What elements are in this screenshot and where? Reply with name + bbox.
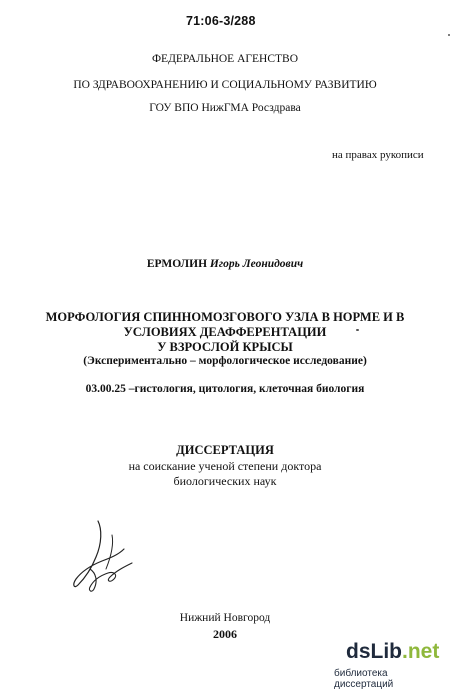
scan-speck (356, 329, 359, 331)
specialty-code: 03.00.25 –гистология, цитология, клеточная биология (85, 383, 365, 395)
year: 2006 (213, 627, 237, 641)
author-surname: ЕРМОЛИН (146, 258, 208, 270)
handwritten-signature (68, 515, 140, 597)
thesis-title-line-1: МОРФОЛОГИЯ СПИННОМОЗГОВОГО УЗЛА В НОРМЕ И В (45, 310, 405, 324)
agency-name-line-1: ФЕДЕРАЛЬНОЕ АГЕНСТВО (151, 53, 299, 65)
archive-stamp-number: 71:06-3/288 (186, 14, 256, 28)
watermark-subtitle: библиотека диссертаций (334, 668, 394, 690)
thesis-subtitle: (Экспериментально – морфологическое исследование) (83, 355, 367, 367)
author-name (0, 258, 450, 270)
thesis-title-line-3: У ВЗРОСЛОЙ КРЫСЫ (157, 340, 293, 354)
degree-line-2: биологических наук (173, 474, 277, 488)
logo-extension-text: .net (402, 640, 440, 663)
logo-main-text: dsLib (346, 640, 402, 663)
degree-line-1: на соискание ученой степени доктора (128, 459, 322, 473)
city: Нижний Новгород (179, 612, 271, 624)
institution-name: ГОУ ВПО НижГМА Росздрава (149, 102, 301, 114)
dslib-watermark (332, 640, 444, 690)
dissertation-heading: ДИССЕРТАЦИЯ (176, 443, 274, 457)
dslib-logo (346, 640, 439, 664)
manuscript-rights-note: на правах рукописи (332, 149, 424, 161)
author-given-names: Игорь Леонидович (209, 258, 304, 270)
thesis-title-line-2: УСЛОВИЯХ ДЕАФФЕРЕНТАЦИИ (123, 325, 327, 339)
agency-name-line-2: ПО ЗДРАВООХРАНЕНИЮ И СОЦИАЛЬНОМУ РАЗВИТИЮ (73, 79, 377, 91)
